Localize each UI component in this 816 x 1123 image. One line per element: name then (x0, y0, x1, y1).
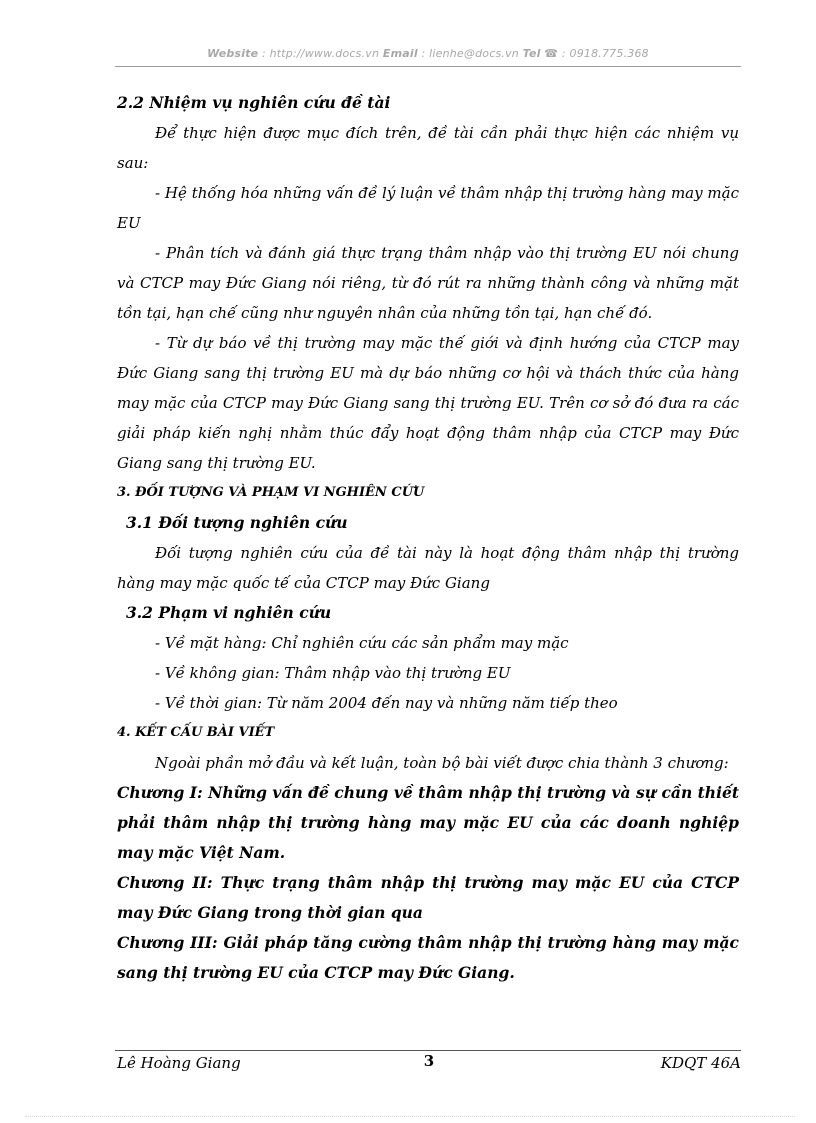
document-body (117, 88, 739, 988)
page-number: 3 (423, 1052, 435, 1070)
paragraph-subject: Đối tượng nghiên cứu của đề tài này là hoạt động thâm nhập thị trường hàng may mặc quốc tế của CTCP may Đức Giang (117, 544, 739, 592)
scope-item-time: - Về thời gian: Từ năm 2004 đến nay và những năm tiếp theo (155, 694, 618, 712)
chapter-2: Chương II: Thực trạng thâm nhập thị trường may mặc EU của CTCP may Đức Giang trong thời gian qua (117, 873, 739, 922)
header-tel-value: ☎ : 0918.775.368 (540, 47, 649, 60)
header-divider (115, 66, 741, 67)
header-tel-label: Tel (522, 47, 541, 60)
header-website-value: : http://www.docs.vn (258, 47, 383, 60)
footer-divider (115, 1050, 741, 1051)
heading-2-2: 2.2 Nhiệm vụ nghiên cứu đề tài (117, 93, 391, 112)
paragraph-structure: Ngoài phần mở đầu và kết luận, toàn bộ bài viết được chia thành 3 chương: (155, 754, 729, 772)
page-header (115, 47, 741, 60)
footer-class-code: KDQT 46A (660, 1054, 741, 1072)
header-website-label: Website (207, 47, 259, 60)
heading-4: 4. KẾT CẤU BÀI VIẾT (117, 725, 275, 740)
paragraph-intro: Để thực hiện được mục đích trên, đề tài cần phải thực hiện các nhiệm vụ sau: (117, 124, 739, 172)
page-footer (117, 1052, 741, 1078)
task-item-3: - Từ dự báo về thị trường may mặc thế giới và định hướng của CTCP may Đức Giang sang thị trường EU mà dự báo những cơ hội và thách thức của hàng may mặc của CTCP may Đức Giang sang thị trường EU. Trên cơ sở đó đưa ra các giải pháp kiến nghị nhằm thúc đẩy hoạt động thâm nhập của CTCP may Đức Giang sang thị trường EU. (117, 334, 739, 472)
scope-item-products: - Về mặt hàng: Chỉ nghiên cứu các sản phẩm may mặc (155, 634, 569, 652)
footer-author: Lê Hoàng Giang (117, 1054, 241, 1072)
heading-3: 3. ĐỐI TƯỢNG VÀ PHẠM VI NGHIÊN CỨU (117, 485, 425, 500)
chapter-1: Chương I: Những vấn đề chung về thâm nhập thị trường và sự cần thiết phải thâm nhập thị trường hàng may mặc EU của các doanh nghiệp may mặc Việt Nam. (117, 783, 739, 862)
chapter-3: Chương III: Giải pháp tăng cường thâm nhập thị trường hàng may mặc sang thị trường EU của CTCP may Đức Giang. (117, 933, 739, 982)
scope-item-space: - Về không gian: Thâm nhập vào thị trường EU (155, 664, 511, 682)
task-item-1: - Hệ thống hóa những vấn đề lý luận về thâm nhập thị trường hàng may mặc EU (117, 184, 739, 232)
heading-3-1: 3.1 Đối tượng nghiên cứu (126, 513, 348, 532)
task-item-2: - Phân tích và đánh giá thực trạng thâm nhập vào thị trường EU nói chung và CTCP may Đức Giang nói riêng, từ đó rút ra những thành công và những mặt tồn tại, hạn chế cũng như nguyên nhân của những tồn tại, hạn chế đó. (117, 244, 739, 322)
heading-3-2: 3.2 Phạm vi nghiên cứu (126, 603, 332, 622)
page-bottom-edge (25, 1116, 795, 1117)
header-email-label: Email (382, 47, 418, 60)
header-email-value: : lienhe@docs.vn (417, 47, 523, 60)
